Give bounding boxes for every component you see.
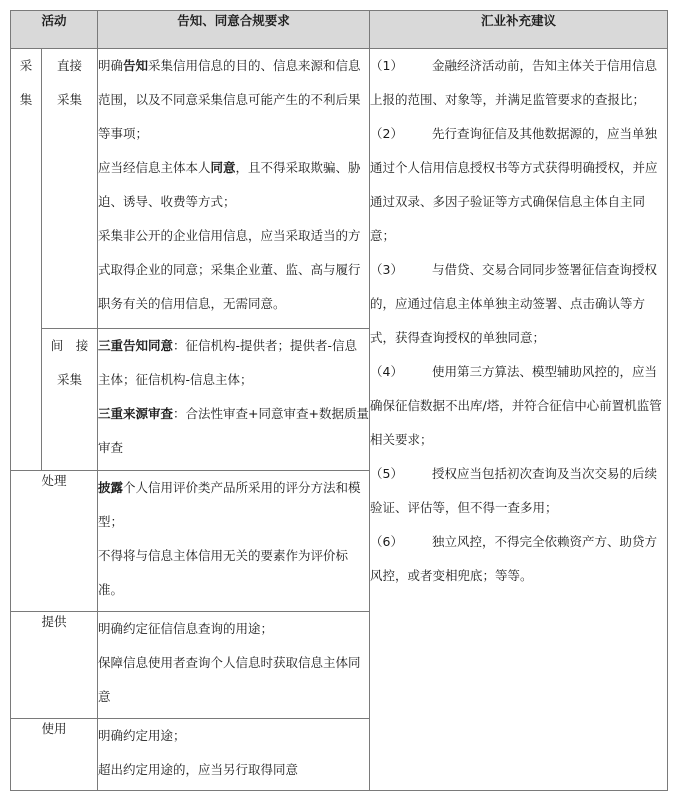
collect-label-2: 集	[19, 92, 33, 107]
activity-direct-collect	[42, 49, 98, 329]
suggestion-item: （5） 授权应当包括初次查询及当次交易的后续验证、评估等，但不得一查多用；	[370, 466, 658, 515]
indirect-requirements	[98, 329, 370, 471]
process-req-2: 不得将与信息主体信用无关的要素作为评价标准。	[98, 548, 349, 597]
direct-requirements	[98, 49, 370, 329]
use-req-1: 明确约定用途；	[98, 728, 186, 743]
header-activity: 活动	[11, 11, 98, 49]
use-req-2: 超出约定用途的，应当另行取得同意	[98, 762, 299, 777]
direct-label-1: 直接	[57, 58, 83, 73]
row-direct-collect	[11, 49, 668, 329]
provide-requirements	[98, 612, 370, 719]
suggestion-item: （2） 先行查询征信及其他数据源的，应当单独通过个人信用信息授权书等方式获得明确授权，并应通过双录、多因子验证等方式确保信息主体自主同意；	[370, 126, 658, 243]
indirect-label-1: 间 接	[50, 338, 89, 353]
indirect-req-2: 三重来源审查：合法性审查+同意审查+数据质量审查	[98, 406, 369, 455]
suggestion-item: （3） 与借贷、交易合同同步签署征信查询授权的，应通过信息主体单独主动签署、点击确认等方式，获得查询授权的单独同意；	[370, 262, 658, 345]
activity-provide: 提供	[11, 612, 98, 719]
use-requirements	[98, 719, 370, 791]
header-requirements: 告知、同意合规要求	[98, 11, 370, 49]
activity-indirect-collect	[42, 329, 98, 471]
direct-req-2: 应当经信息主体本人同意，且不得采取欺骗、胁迫、诱导、收费等方式；	[98, 160, 361, 209]
indirect-req-1: 三重告知同意：征信机构-提供者；提供者-信息主体；征信机构-信息主体；	[98, 338, 358, 387]
header-row	[11, 11, 668, 49]
suggestion-item: （6） 独立风控，不得完全依赖资产方、助贷方风控，或者变相兜底；等等。	[370, 534, 658, 583]
compliance-table	[10, 10, 668, 791]
process-req-1: 披露个人信用评价类产品所采用的评分方法和模型；	[98, 480, 361, 529]
suggestion-item: （4） 使用第三方算法、模型辅助风控的，应当确保征信数据不出库/塔，并符合征信中心前置机监管相关要求；	[370, 364, 662, 447]
collect-label-1: 采	[19, 58, 33, 73]
provide-req-1: 明确约定征信信息查询的用途；	[98, 621, 274, 636]
activity-process: 处理	[11, 471, 98, 612]
suggestion-item: （1） 金融经济活动前，告知主体关于信用信息上报的范围、对象等，并满足监管要求的查报比；	[370, 58, 658, 107]
activity-collect	[11, 49, 42, 471]
suggestions-cell	[370, 49, 668, 791]
header-suggestions: 汇业补充建议	[370, 11, 668, 49]
direct-req-3: 采集非公开的企业信用信息，应当采取适当的方式取得企业的同意；采集企业董、监、高与履行职务有关的信用信息，无需同意。	[98, 228, 361, 311]
activity-use: 使用	[11, 719, 98, 791]
indirect-label-2: 采集	[57, 372, 83, 387]
direct-label-2: 采集	[57, 92, 83, 107]
process-requirements	[98, 471, 370, 612]
provide-req-2: 保障信息使用者查询个人信息时获取信息主体同意	[98, 655, 361, 704]
direct-req-1: 明确告知采集信用信息的目的、信息来源和信息范围，以及不同意采集信息可能产生的不利后果等事项；	[98, 58, 361, 141]
